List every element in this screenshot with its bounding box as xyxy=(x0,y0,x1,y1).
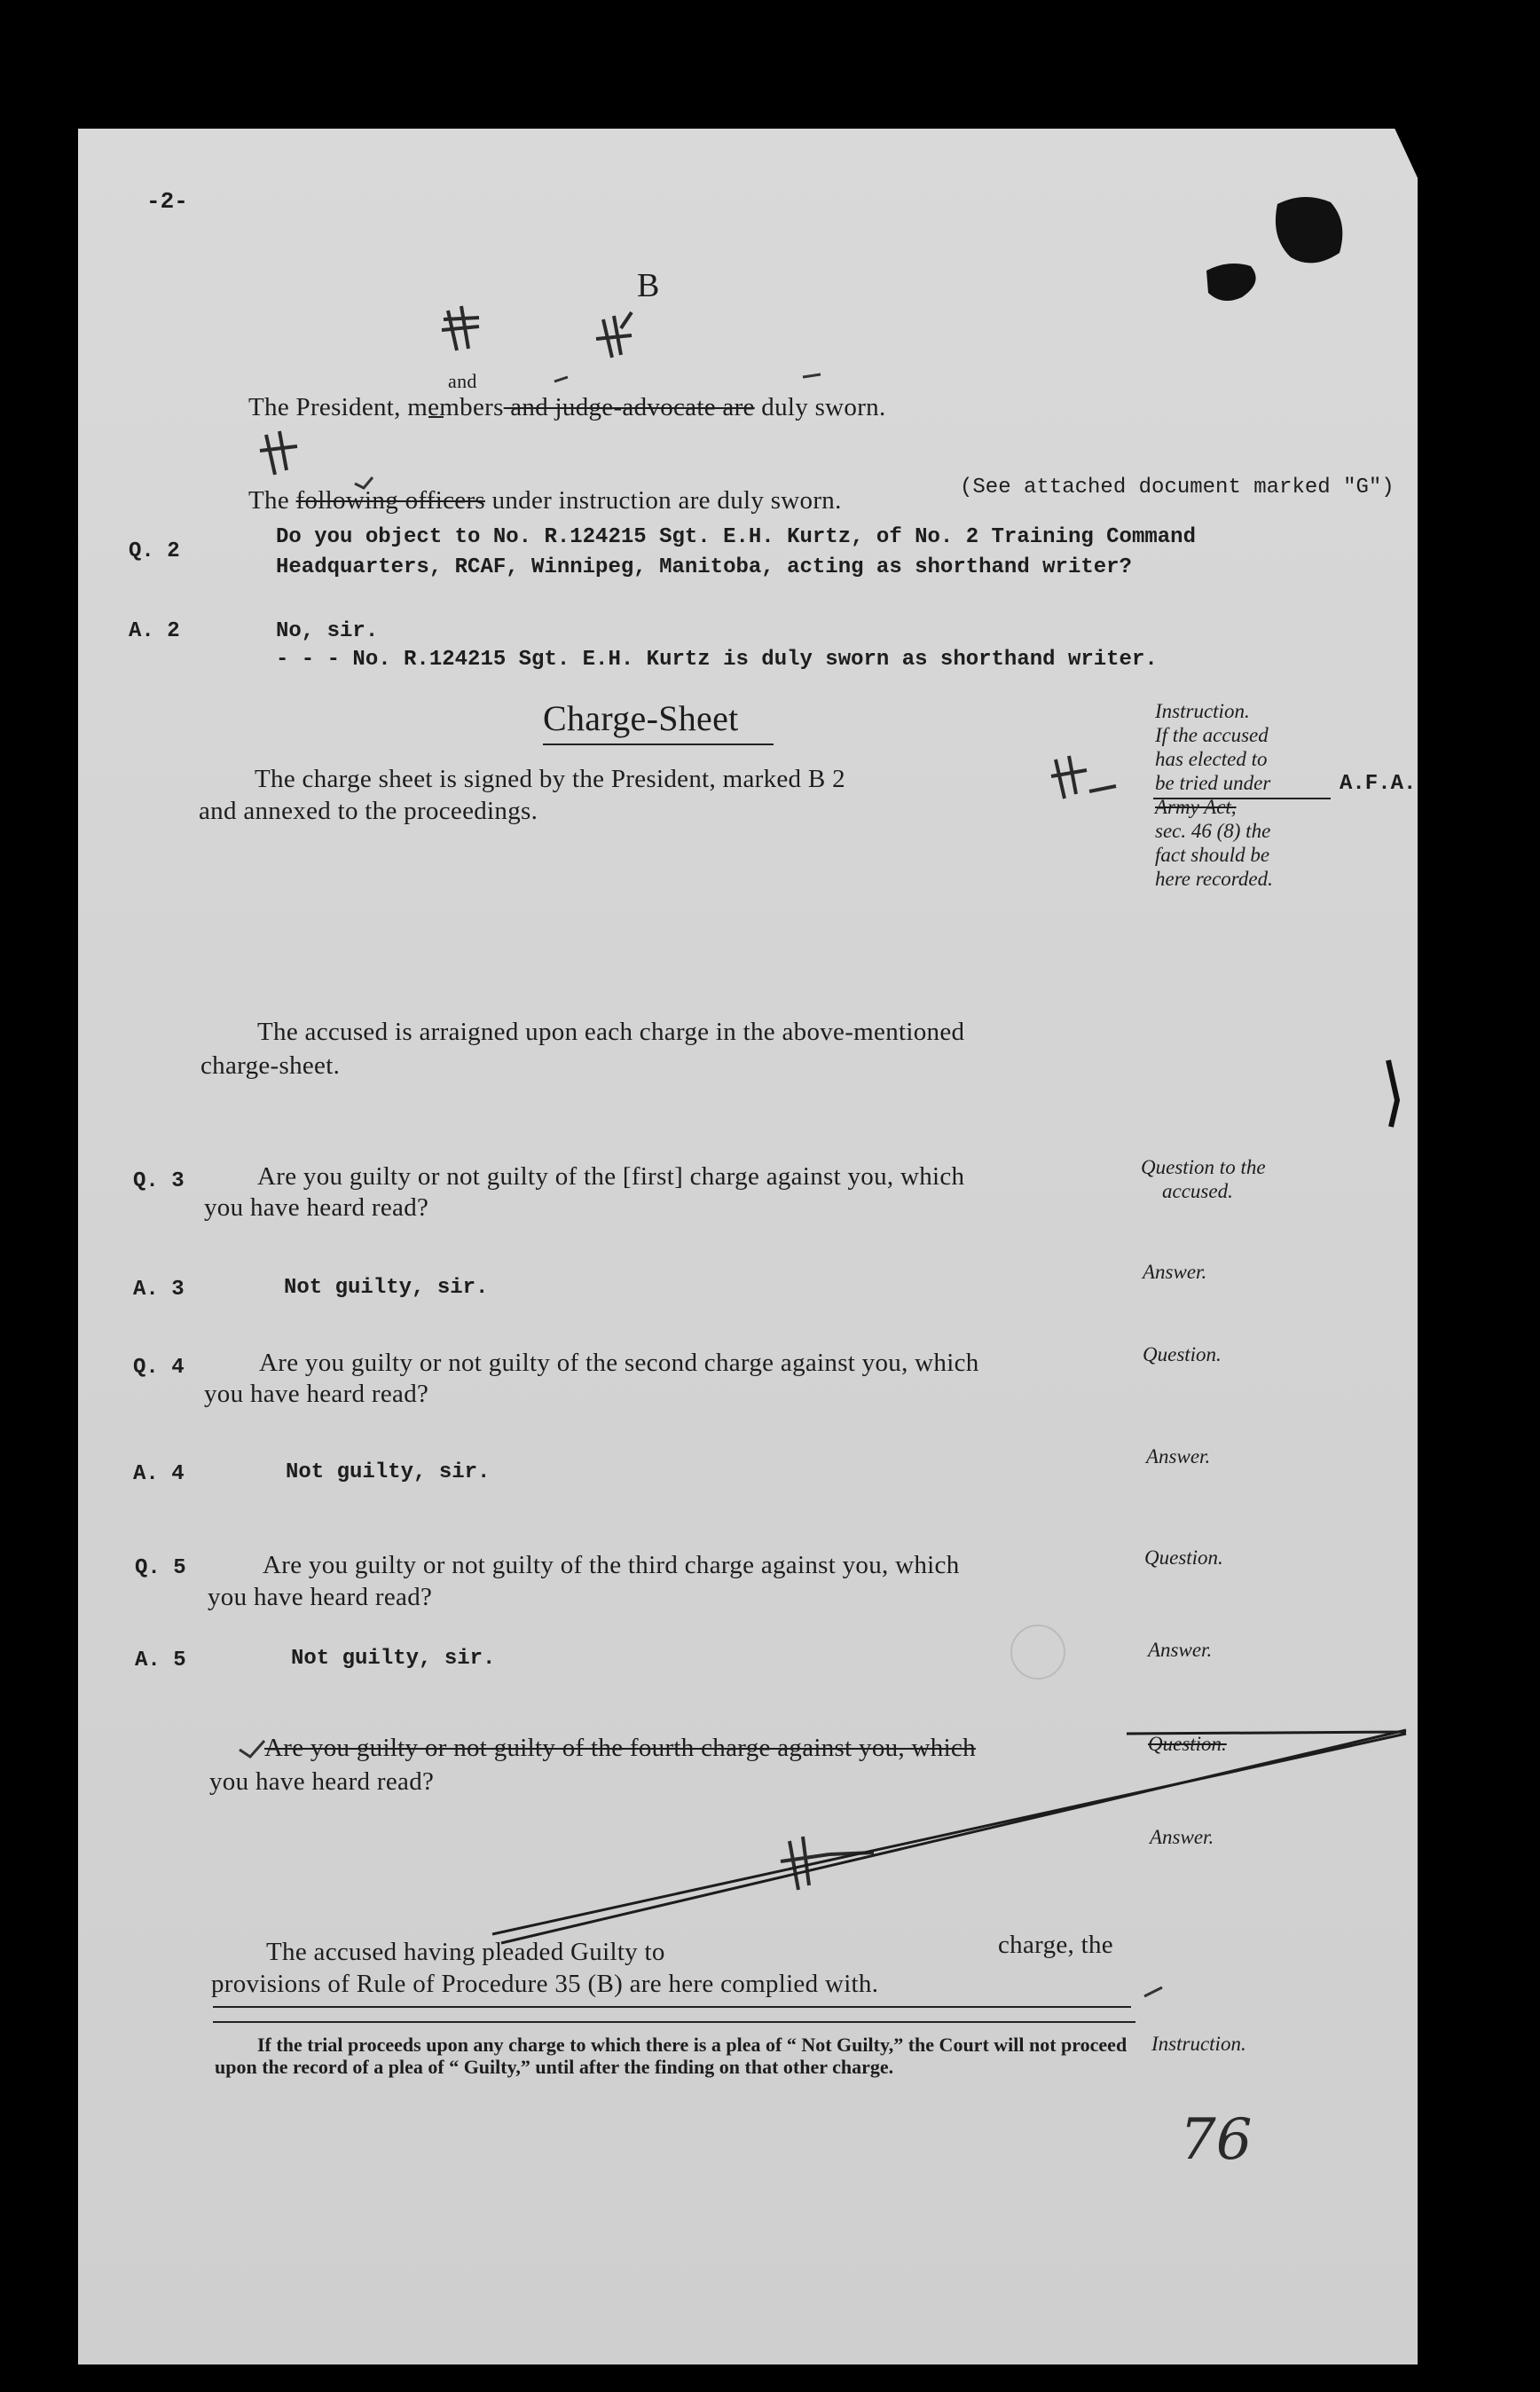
handwritten-page-number: 76 xyxy=(1180,2107,1253,2173)
inserted-and: and xyxy=(448,370,477,392)
a2-line1: No, sir. xyxy=(276,619,379,643)
q5-line2: you have heard read? xyxy=(208,1583,433,1611)
pleaded-line1b: charge, the xyxy=(998,1931,1113,1959)
sworn-line xyxy=(248,393,886,422)
a5-margin: Answer. xyxy=(1148,1639,1213,1661)
a4-label: A. 4 xyxy=(133,1462,185,1486)
q4-line2: you have heard read? xyxy=(204,1380,429,1408)
afa-marker: A.F.A. xyxy=(1340,772,1417,796)
a3-text: Not guilty, sir. xyxy=(284,1276,489,1300)
charge-sheet-heading: Charge-Sheet xyxy=(543,698,739,738)
sworn-members: members xyxy=(407,393,504,421)
sworn-suffix: duly sworn. xyxy=(754,393,886,421)
header-letter: B xyxy=(637,267,660,304)
q4-margin: Question. xyxy=(1143,1343,1222,1365)
sworn-prefix: The President, xyxy=(248,393,408,421)
q3-line2: you have heard read? xyxy=(204,1193,429,1222)
q4-label: Q. 4 xyxy=(133,1356,185,1380)
document-page xyxy=(78,129,1418,2364)
q3-margin-line: accused. xyxy=(1162,1180,1233,1202)
a3-label: A. 3 xyxy=(133,1278,185,1302)
q2-line1: Do you object to No. R.124215 Sgt. E.H. Kurtz, of No. 2 Training Command xyxy=(276,525,1196,549)
sworn-struck: and judge-advocate are xyxy=(503,393,755,421)
instruction-line: Instruction. xyxy=(1155,700,1250,722)
instruction-line: fact should be xyxy=(1155,844,1270,866)
instruction-note xyxy=(1155,699,1273,891)
officers-struck: following officers xyxy=(295,486,486,515)
instruction-line: be tried under xyxy=(1155,772,1271,794)
pleaded-line1a: The accused having pleaded Guilty to xyxy=(266,1938,665,1966)
a4-margin: Answer. xyxy=(1146,1445,1211,1467)
heading-underline xyxy=(543,744,774,745)
q3-line1: Are you guilty or not guilty of the [first] charge against you, which xyxy=(257,1162,965,1191)
instruction-line: has elected to xyxy=(1155,748,1268,770)
q2-line2: Headquarters, RCAF, Winnipeg, Manitoba, acting as shorthand writer? xyxy=(276,555,1132,579)
page-number: -2- xyxy=(146,188,188,215)
q5-line1: Are you guilty or not guilty of the third charge against you, which xyxy=(263,1551,960,1579)
q-fourth-line2: you have heard read? xyxy=(209,1767,435,1796)
instruction-line: here recorded. xyxy=(1155,868,1273,890)
a2-line2: - - - No. R.124215 Sgt. E.H. Kurtz is duly sworn as shorthand writer. xyxy=(276,648,1158,672)
a5-text: Not guilty, sir. xyxy=(291,1647,496,1671)
a2-label: A. 2 xyxy=(129,619,180,643)
footer-rule xyxy=(213,2021,1135,2023)
q-fourth-line1: Are you guilty or not guilty of the fourth charge against you, which xyxy=(264,1734,976,1762)
charge-sheet-line1: The charge sheet is signed by the President, marked B 2 xyxy=(255,765,845,793)
a4-text: Not guilty, sir. xyxy=(286,1460,491,1484)
q-fourth-margin: Question. xyxy=(1148,1733,1227,1755)
q2-label: Q. 2 xyxy=(129,539,180,563)
a3-margin: Answer. xyxy=(1143,1261,1207,1283)
q5-label: Q. 5 xyxy=(135,1556,186,1580)
q5-margin: Question. xyxy=(1144,1546,1223,1569)
instruction-line: Army Act, xyxy=(1155,796,1237,818)
pleaded-line2: provisions of Rule of Procedure 35 (B) are here complied with. xyxy=(211,1970,879,1998)
arraigned-line2: charge-sheet. xyxy=(200,1051,341,1080)
charge-sheet-line2: and annexed to the proceedings. xyxy=(199,797,538,825)
instruction-line: If the accused xyxy=(1155,724,1269,746)
q3-margin xyxy=(1141,1155,1266,1203)
q3-margin-line: Question to the xyxy=(1141,1156,1266,1178)
footer-text: If the trial proceeds upon any charge to which there is a plea of “ Not Guilty,” the Court will not proceed upon the record of a plea of “ Guilty,” until after the finding on that other charge. xyxy=(215,2034,1128,2078)
attached-note: (See attached document marked "G") xyxy=(960,476,1395,500)
officers-line xyxy=(248,486,842,515)
officers-the: The xyxy=(248,486,296,515)
officers-rest: under instruction are duly sworn. xyxy=(485,486,842,515)
a5-label: A. 5 xyxy=(135,1648,186,1672)
arraigned-line1: The accused is arraigned upon each charge in the above-mentioned xyxy=(257,1018,965,1046)
q4-line1: Are you guilty or not guilty of the second charge against you, which xyxy=(259,1349,979,1377)
q3-label: Q. 3 xyxy=(133,1169,185,1193)
footer-margin: Instruction. xyxy=(1151,2033,1246,2055)
q-fourth-answer-margin: Answer. xyxy=(1150,1826,1214,1848)
instruction-line: sec. 46 (8) the xyxy=(1155,820,1271,842)
